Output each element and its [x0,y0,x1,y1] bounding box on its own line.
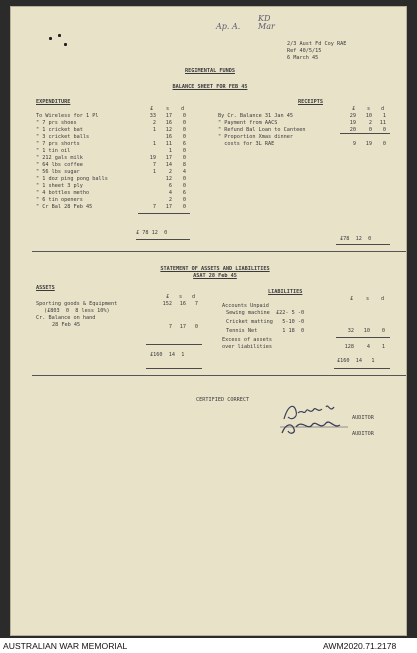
handwritten-annotation: KD Mar [258,14,275,31]
amount-pence: 6 [182,190,186,196]
section-divider [32,251,406,252]
amount-shillings: 17 [165,113,172,119]
liability-line: Excess of assets [222,337,272,343]
amount-shillings: 2 [168,197,172,203]
col-pence: d [192,294,196,300]
col-pounds: £ [350,296,354,302]
amount-shillings: 12 [165,176,172,182]
receipt-label: " Proportion Xmas dinner [218,134,293,140]
amount-shillings: 16 [179,301,186,307]
amount-pounds: 9 [352,141,356,147]
amount-pence: 0 [382,141,386,147]
amount-pounds: 7 [152,204,156,210]
amount-shillings: 17 [165,155,172,161]
amount-pounds: 19 [149,155,156,161]
liability-line: over liabilities [222,344,272,350]
amount-shillings: 17 [165,204,172,210]
amount-pounds: 33 [149,113,156,119]
amount-pence: 0 [182,183,186,189]
amount-shillings: 10 [363,328,370,334]
amount-pounds: 7 [152,162,156,168]
amount-pence: 1 [381,344,385,350]
punch-mark [58,34,61,37]
section-divider [32,375,406,376]
receipts-total: £78 12 0 [340,236,372,242]
amount-pence: 0 [182,113,186,119]
col-pence: d [381,296,385,302]
statement-subtitle: ASAT 28 Feb 45 [193,273,237,279]
amount-shillings: 17 [179,324,186,330]
amount-shillings: 19 [365,141,372,147]
amount-pence: 11 [379,120,386,126]
amount-pounds: 20 [349,127,356,133]
receipt-label: costs for 3L RAE [218,141,275,147]
amount-pence: 0 [182,176,186,182]
liability-line: Sewing machine £22- 5 -0 [226,310,305,316]
liabilities-total-rule [334,368,390,369]
expenditure-label: " 1 sheet 3 ply [36,183,83,189]
amount-shillings: 6 [168,183,172,189]
liabilities-total: £160 14 1 [337,358,375,364]
assets-subtotal-rule [146,344,202,345]
col-pence: d [181,106,185,112]
amount-shillings: 2 [368,120,372,126]
assets-heading: ASSETS [36,285,55,291]
col-pounds: £ [166,294,170,300]
footer-accession: AWM2020.71.2178 [323,641,397,651]
amount-pence: 0 [182,120,186,126]
receipt-label: " Payment from AACS [218,120,278,126]
amount-pence: 0 [182,204,186,210]
auditor-label-2: AUDITOR [352,431,374,437]
expenditure-label: " 64 lbs coffee [36,162,83,168]
receipts-subtotal-rule [340,133,390,134]
expenditure-heading: EXPENDITURE [36,99,71,105]
col-shillings: s [367,106,371,112]
col-shillings: s [179,294,183,300]
expenditure-label: " 3 cricket balls [36,134,90,140]
asset-line: (£803 0 8 less 10%) [44,308,110,314]
statement-title: STATEMENT OF ASSETS AND LIABILITIES [160,266,270,272]
liabilities-subtotal-rule [336,337,390,338]
reference: Ref 40/5/15 [287,48,322,54]
amount-pounds: 1 [152,127,156,133]
expenditure-label: " 6 tin openers [36,197,83,203]
amount-shillings: 4 [168,190,172,196]
asset-line: 28 Feb 45 [52,322,81,328]
expenditure-label: " Cr Bal 28 Feb 45 [36,204,93,210]
liability-line: Cricket matting 5-10 -0 [226,319,305,325]
col-shillings: s [166,106,170,112]
amount-shillings: 16 [165,120,172,126]
handwritten-annotation: Ap. A. [216,22,241,31]
amount-pence: 7 [194,301,198,307]
amount-shillings: 14 [165,162,172,168]
liability-line: Tennis Net 1 18 0 [226,328,305,334]
amount-pounds: 2 [152,120,156,126]
amount-pence: 0 [182,134,186,140]
asset-line: Cr. Balance on hand [36,315,96,321]
amount-shillings: 0 [368,127,372,133]
amount-pounds: 128 [344,344,354,350]
auditor-label-1: AUDITOR [352,415,374,421]
asset-line: Sporting goods & Equipment [36,301,118,307]
amount-pounds: 152 [162,301,172,307]
amount-pence: 0 [182,197,186,203]
document-date: 6 March 45 [287,55,319,61]
expenditure-label: " 7 prs shorts [36,141,80,147]
amount-pence: 0 [382,127,386,133]
amount-shillings: 12 [165,127,172,133]
punch-mark [49,37,52,40]
expenditure-total-rule [136,239,190,240]
assets-total-rule [146,368,202,369]
liability-line: Accounts Unpaid [222,303,269,309]
amount-shillings: 11 [165,141,172,147]
expenditure-label: " 1 tin oil [36,148,71,154]
liabilities-heading: LIABILITIES [268,289,303,295]
amount-pence: 0 [381,328,385,334]
expenditure-label: " 1 cricket bat [36,127,83,133]
col-shillings: s [366,296,370,302]
amount-shillings: 4 [366,344,370,350]
receipt-label: By Cr. Balance 31 Jan 45 [218,113,293,119]
amount-pence: 8 [182,162,186,168]
expenditure-label: " 7 prs shoes [36,120,77,126]
col-pence: d [381,106,385,112]
amount-pence: 0 [194,324,198,330]
document-title: REGIMENTAL FUNDS [185,68,235,74]
receipt-label: " Refund Bal Loan to Canteen [218,127,306,133]
expenditure-label: " 1 doz ping pong balls [36,176,108,182]
receipts-total-rule [336,244,390,245]
amount-pence: 0 [182,155,186,161]
document-subtitle: BALANCE SHEET FOR FEB 45 [172,84,248,90]
amount-shillings: 2 [168,169,172,175]
expenditure-label: " 4 bottles metho [36,190,90,196]
expenditure-total: £ 78 12 0 [136,230,168,236]
receipts-heading: RECEIPTS [298,99,323,105]
footer-institution: AUSTRALIAN WAR MEMORIAL [3,641,128,651]
amount-pence: 4 [182,169,186,175]
amount-pence: 1 [382,113,386,119]
amount-shillings: 16 [165,134,172,140]
amount-pence: 6 [182,141,186,147]
punch-mark [64,43,67,46]
col-pounds: £ [352,106,356,112]
amount-shillings: 1 [168,148,172,154]
amount-pounds: 1 [152,141,156,147]
amount-pounds: 1 [152,169,156,175]
col-pounds: £ [150,106,154,112]
amount-pounds: 32 [347,328,354,334]
certified-correct: CERTIFIED CORRECT [196,397,250,403]
unit-name: 2/3 Aust Fd Coy RAE [287,41,347,47]
expenditure-label: To Wireless for 1 Pl [36,113,99,119]
auditor-signature [278,397,358,437]
expenditure-subtotal-rule [138,213,190,214]
assets-total: £160 14 1 [150,352,185,358]
amount-pence: 0 [182,127,186,133]
expenditure-label: " 212 gals milk [36,155,83,161]
amount-pounds: 19 [349,120,356,126]
amount-shillings: 10 [365,113,372,119]
amount-pounds: 29 [349,113,356,119]
amount-pounds: 7 [168,324,172,330]
expenditure-label: " 56 lbs sugar [36,169,80,175]
amount-pence: 0 [182,148,186,154]
